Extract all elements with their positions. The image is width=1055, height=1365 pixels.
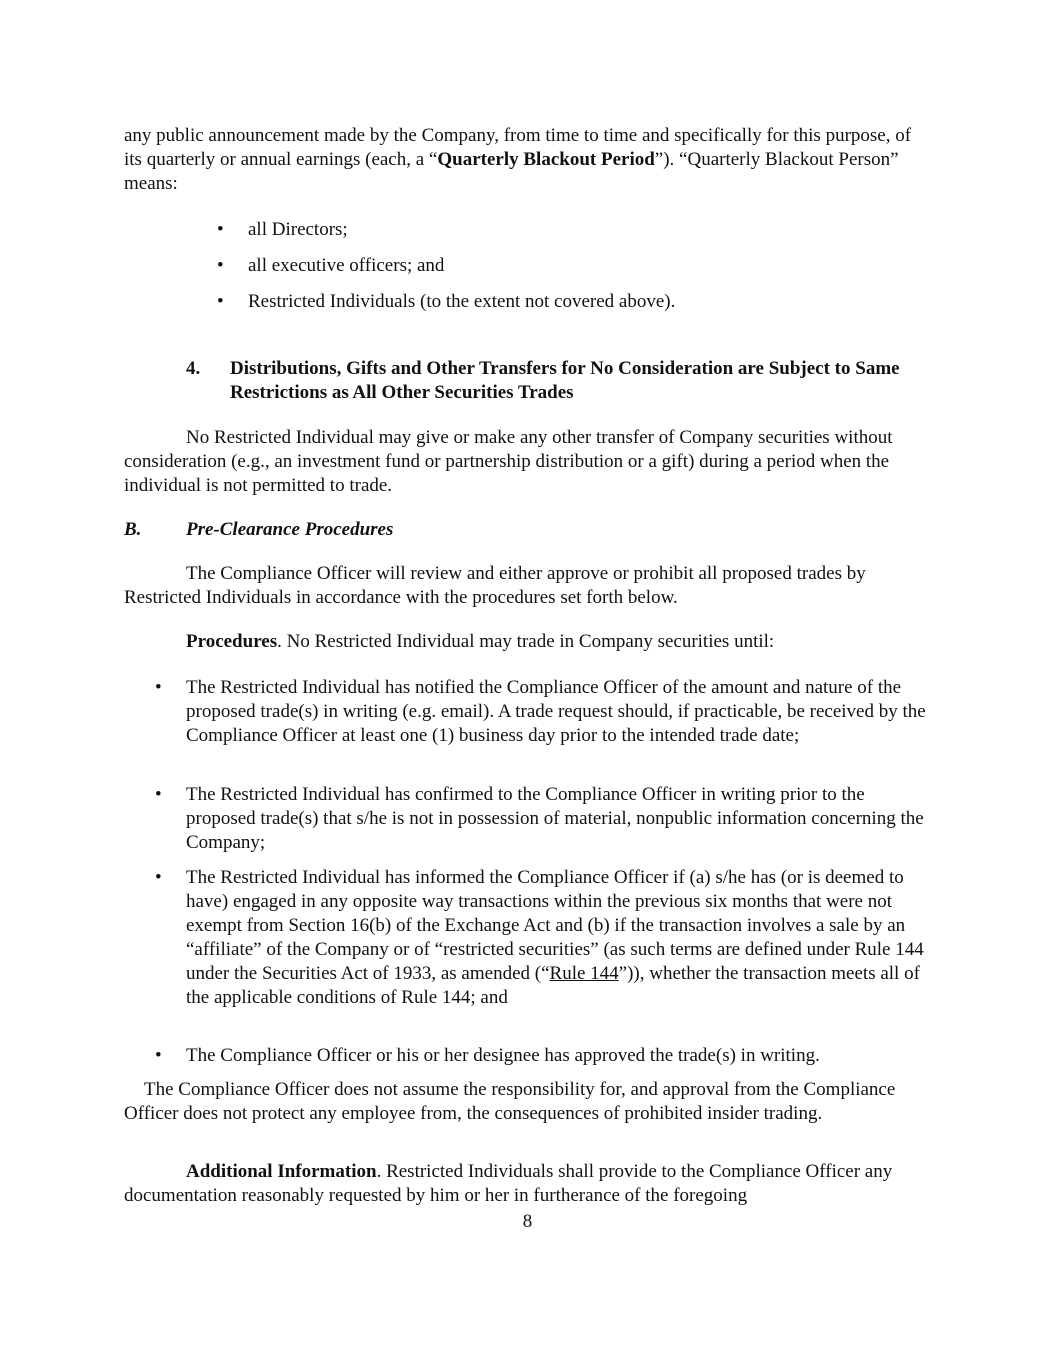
bullet-icon: • bbox=[155, 867, 162, 888]
disclaimer-paragraph: The Compliance Officer does not assume the responsibility for, and approval from the Compliance Officer does not protect any employee from, the consequences of prohibited insider trading. bbox=[124, 1079, 896, 1124]
additional-information-label: Additional Information bbox=[186, 1161, 377, 1182]
bullet-icon: • bbox=[155, 1045, 162, 1066]
section-label: B. bbox=[124, 519, 142, 540]
procedures-paragraph: Procedures. No Restricted Individual may trade in Company securities until: bbox=[186, 631, 775, 652]
intro-text-a: any public announcement made by the Company, from time to time and specifically for this purpose, of its quarterly or annual earnings (each, a “ bbox=[124, 125, 912, 170]
bullet-icon: • bbox=[217, 219, 224, 240]
additional-information-paragraph: Additional Information. Restricted Individuals shall provide to the Compliance Officer any documentation reasonably requested by him or her in furtherance of the foregoing bbox=[124, 1161, 893, 1206]
section-title: Pre-Clearance Procedures bbox=[186, 519, 394, 540]
bullet-icon: • bbox=[217, 255, 224, 276]
intro-text-b: ”). “Quarterly Blackout Person” means: bbox=[124, 149, 899, 194]
procedures-label: Procedures bbox=[186, 631, 278, 652]
section-title: Distributions, Gifts and Other Transfers for No Consideration are Subject to Same Restrictions as All Other Securities Trades bbox=[230, 358, 900, 403]
section-number: 4. bbox=[186, 358, 201, 379]
section-b-body: The Compliance Officer will review and either approve or prohibit all proposed trades by Restricted Individuals in accordance with the procedures set forth below. bbox=[124, 563, 866, 608]
section-4-body: No Restricted Individual may give or make any other transfer of Company securities without consideration (e.g., an investment fund or partnership distribution or a gift) during a period when the individual is not permitted to trade. bbox=[124, 427, 893, 496]
page-number: 8 bbox=[522, 1211, 533, 1232]
bullet-icon: • bbox=[217, 291, 224, 312]
document-page: any public announcement made by the Company, from time to time and specifically for this purpose, of its quarterly or annual earnings (each, a “Quarterly Blackout Period”). “Quarterly Blackout Person” means: • all Directors; • all executive officers; and • Restricted Individuals (to the extent not covered above). 4. Distributions, Gifts and Other Transfers for No Consideration are Subject to Same Restrictions as All Other Securities Trades No Restricted Individual may give or make any other transfer of Company securities without consideration (e.g., an investment fund or partnership distribution or a gift) during a period when the individual is not permitted to trade. B. Pre-Clearance Procedures The Compliance Officer will review and either approve or prohibit all proposed trades by Restricted Individuals in accordance with the procedures set forth below. Procedures. No Restricted Individual may trade in Company securities until: • The Restricted Individual has notified the Compliance Officer of the amount and nature of the proposed trade(s) in writing (e.g. email). A trade request should, if practicable, be received by the Compliance Officer at least one (1) business day prior to the intended trade date; • The Restricted Individual has confirmed to the Compliance Officer in writing prior to the proposed trade(s) that s/he is not in possession of material, nonpublic information concerning the Company; • The Restricted Individual has informed the Compliance Officer if (a) s/he has (or is deemed to have) engaged in any opposite way transactions within the previous six months that were not exempt from Section 16(b) of the Exchange Act and (b) if the transaction involves a sale by an “affiliate” of the Company or of “restricted securities” (as such terms are defined under Rule 144 under the Securities Act of 1933, as amended (“Rule 144”)), whether the transaction meets all of the applicable conditions of Rule 144; and • The Compliance Officer or his or her designee has approved the trade(s) in writing. The Compliance Officer does not assume the responsibility for, and approval from the Compliance Officer does not protect any employee from, the consequences of prohibited insider trading. Additional Information. Restricted Individuals shall provide to the Compliance Officer any documentation reasonably requested by him or her in furtherance of the foregoing 8 bbox=[0, 0, 1055, 1365]
intro-paragraph bbox=[124, 124, 930, 196]
bullet-icon: • bbox=[155, 677, 162, 698]
quarterly-blackout-period-term: Quarterly Blackout Period bbox=[437, 149, 655, 170]
bullet-icon: • bbox=[155, 784, 162, 805]
rule-144-term: Rule 144 bbox=[549, 963, 619, 984]
